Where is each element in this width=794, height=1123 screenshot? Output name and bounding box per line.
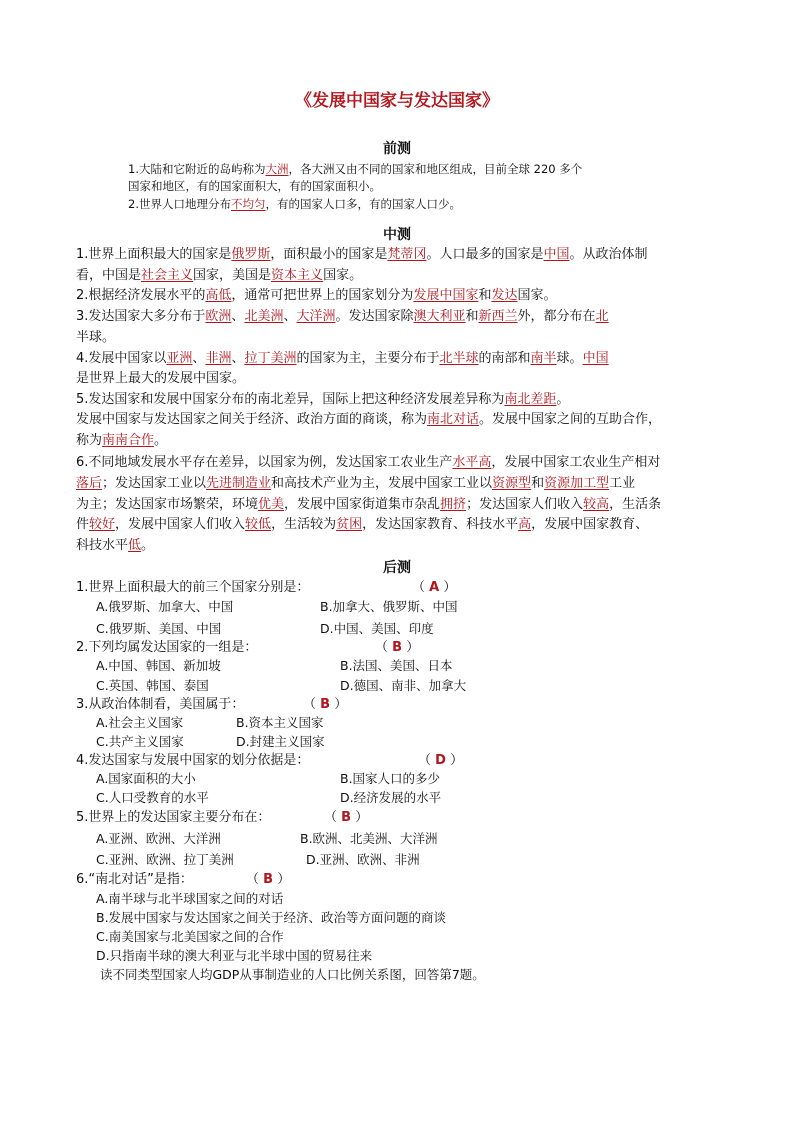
text-segment: 3.发达国家大多分布于 (76, 309, 206, 324)
text-segment: 1.大陆和它附近的岛屿称为 (128, 162, 266, 176)
answer-blank: 大洲 (265, 162, 289, 176)
mid-test-heading: 中测 (383, 227, 411, 243)
option-c: C.共产主义国家 (96, 734, 184, 749)
answer-blank: 南北对话 (427, 412, 480, 427)
pre-test-heading: 前测 (383, 141, 411, 157)
answer-blank: 高低 (205, 288, 232, 303)
text-segment: 称为 (76, 433, 103, 448)
text-segment: 和 (531, 476, 545, 491)
text-segment: ，生活条 (609, 497, 662, 512)
text-line (76, 287, 557, 305)
answer-blank: 北美洲 (244, 309, 284, 324)
text-line (76, 475, 635, 493)
option-c: C.英国、韩国、泰国 (96, 678, 209, 693)
post-test-heading: 后测 (383, 560, 411, 576)
text-segment: 国家，美国是 (193, 268, 272, 283)
answer-choice: （ B ） (375, 640, 420, 655)
answer-choice: （ D ） (418, 753, 464, 768)
option-a: A.南半球与北半球国家之间的对话 (96, 891, 284, 906)
option-c: C.南美国家与北美国家之间的合作 (96, 929, 284, 944)
text-segment: 、 (192, 351, 206, 366)
text-segment: ，发展中国家教育、 (531, 517, 649, 532)
text-segment: 的南部和 (478, 351, 531, 366)
text-line (76, 391, 569, 409)
document-title: 《发展中国家与发达国家》 (295, 91, 499, 111)
text-segment: ，各大洲又由不同的国家和地区组成，目前全球 220 多个 (288, 162, 583, 176)
text-segment: ；发达国家工业以 (102, 476, 207, 491)
question-stem: 5.世界上的发达国家主要分布在： (76, 810, 271, 825)
text-segment: 是世界上最大的发展中国家。 (76, 371, 246, 386)
text-line (76, 537, 154, 555)
answer-blank: 梵蒂冈 (387, 247, 427, 262)
option-b: B.法国、美国、日本 (340, 658, 453, 673)
option-b: B.欧洲、北美洲、大洋洲 (300, 831, 438, 846)
answer-choice: （ A ） (412, 580, 457, 595)
question-stem: 6.“南北对话”是指： (76, 872, 193, 887)
footer-instruction: 读不同类型国家人均GDP从事制造业的人口比例关系图，回答第7题。 (100, 967, 485, 982)
option-b: B.资本主义国家 (236, 715, 324, 730)
text-line (76, 496, 661, 514)
text-segment: 为主；发达国家市场繁荣，环境 (76, 497, 259, 512)
text-segment: 。发达国家除 (335, 309, 414, 324)
text-line (128, 177, 381, 195)
answer-blank: 非洲 (205, 351, 232, 366)
option-d: D.中国、美国、印度 (320, 621, 434, 636)
answer-blank: 发展中国家 (413, 288, 479, 303)
answer-blank: 不均匀 (230, 197, 266, 211)
text-segment: ；发达国家人们收入 (466, 497, 584, 512)
text-segment: 。 (556, 392, 570, 407)
answer-blank: 南半 (530, 351, 557, 366)
text-segment: 国家。 (323, 268, 363, 283)
text-segment: ，发展中国家街道集市杂乱 (284, 497, 441, 512)
answer-letter: A (429, 580, 440, 595)
text-segment: ，有的国家人口多，有的国家人口少。 (265, 197, 461, 211)
answer-blank: 大洋洲 (296, 309, 336, 324)
answer-blank: 亚洲 (166, 351, 193, 366)
answer-blank: 拥挤 (440, 497, 467, 512)
text-segment: 。 (154, 433, 168, 448)
text-segment: ，通常可把世界上的国家划分为 (231, 288, 414, 303)
text-segment: 。发展中国家之间的互助合作， (479, 412, 662, 427)
text-segment: 外，都分布在 (517, 309, 596, 324)
answer-choice: （ B ） (303, 697, 348, 712)
answer-letter: B (320, 697, 331, 712)
question-stem: 3.从政治体制看，美国属于： (76, 697, 245, 712)
option-b: B.加拿大、俄罗斯、中国 (320, 599, 458, 614)
answer-blank: 资源型 (492, 476, 532, 491)
text-line (76, 432, 167, 450)
answer-blank: 中国 (543, 247, 570, 262)
text-segment: ，生活较为 (271, 517, 337, 532)
answer-choice: （ B ） (324, 810, 369, 825)
answer-blank: 发达 (491, 288, 518, 303)
answer-blank: 优美 (258, 497, 285, 512)
text-segment: ，发展中国家人们收入 (115, 517, 246, 532)
text-segment: ，发达国家教育、科技水平 (362, 517, 519, 532)
text-line (76, 350, 609, 368)
text-segment: 、 (231, 309, 245, 324)
answer-blank: 社会主义 (141, 268, 194, 283)
text-line (76, 516, 648, 534)
option-d: D.只指南半球的澳大利亚与北半球中国的贸易往来 (96, 948, 373, 963)
question-stem: 4.发达国家与发展中国家的划分依据是： (76, 753, 310, 768)
text-segment: 件 (76, 517, 90, 532)
answer-blank: 水平高 (452, 455, 492, 470)
text-segment: 6.不同地域发展水平存在差异，以国家为例，发达国家工农业生产 (76, 455, 453, 470)
option-c: C.亚洲、欧洲、拉丁美洲 (96, 852, 234, 867)
answer-blank: 落后 (76, 476, 103, 491)
answer-choice: （ B ） (246, 872, 291, 887)
text-segment: 。从政治体制 (569, 247, 648, 262)
answer-blank: 低 (128, 538, 142, 553)
answer-blank: 中国 (582, 351, 609, 366)
option-b: B.发展中国家与发达国家之间关于经济、政治等方面问题的商谈 (96, 910, 447, 925)
option-a: A.俄罗斯、加拿大、中国 (96, 599, 234, 614)
text-segment: 国家。 (517, 288, 557, 303)
text-segment: 和 (478, 288, 492, 303)
text-segment: 国家和地区，有的国家面积大，有的国家面积小。 (128, 179, 381, 193)
text-line (76, 329, 115, 347)
text-line (76, 267, 362, 285)
option-b: B.国家人口的多少 (340, 771, 441, 786)
text-segment: 科技水平 (76, 538, 129, 553)
text-segment: 。 (141, 538, 155, 553)
answer-blank: 澳大利亚 (413, 309, 466, 324)
text-segment: ，面积最小的国家是 (270, 247, 388, 262)
answer-letter: B (263, 872, 274, 887)
text-segment: 和高技术产业为主，发展中国家工业以 (271, 476, 493, 491)
text-segment: 看，中国是 (76, 268, 142, 283)
text-segment: 。人口最多的国家是 (426, 247, 544, 262)
text-segment: 1.世界上面积最大的国家是 (76, 247, 232, 262)
answer-blank: 资本主义 (271, 268, 324, 283)
text-segment: 发展中国家与发达国家之间关于经济、政治方面的商谈，称为 (76, 412, 428, 427)
answer-letter: D (435, 753, 446, 768)
answer-blank: 先进制造业 (206, 476, 272, 491)
text-line (76, 454, 660, 472)
text-segment: 、 (283, 309, 297, 324)
option-d: D.封建主义国家 (236, 734, 325, 749)
text-line (128, 195, 461, 213)
text-segment: ，发展中国家工农业生产相对 (491, 455, 661, 470)
option-d: D.经济发展的水平 (340, 790, 442, 805)
option-a: A.亚洲、欧洲、大洋洲 (96, 831, 221, 846)
option-a: A.国家面积的大小 (96, 771, 196, 786)
answer-blank: 北 (595, 309, 609, 324)
answer-blank: 较高 (583, 497, 610, 512)
text-line (76, 370, 245, 388)
option-d: D.亚洲、欧洲、非洲 (306, 852, 420, 867)
text-line (128, 160, 582, 178)
text-line (76, 246, 648, 264)
answer-blank: 高 (518, 517, 532, 532)
answer-blank: 较好 (89, 517, 116, 532)
question-stem: 1.世界上面积最大的前三个国家分别是： (76, 580, 310, 595)
text-segment: 球。 (556, 351, 583, 366)
answer-blank: 俄罗斯 (231, 247, 271, 262)
answer-blank: 南南合作 (102, 433, 155, 448)
answer-blank: 贫困 (336, 517, 363, 532)
text-segment: 2.世界人口地理分布 (128, 197, 231, 211)
answer-blank: 欧洲 (205, 309, 232, 324)
option-c: C.俄罗斯、美国、中国 (96, 621, 222, 636)
text-segment: 半球。 (76, 330, 116, 345)
answer-blank: 南北差距 (504, 392, 557, 407)
answer-blank: 资源加工型 (544, 476, 610, 491)
answer-letter: B (341, 810, 352, 825)
answer-blank: 拉丁美洲 (244, 351, 297, 366)
option-a: A.社会主义国家 (96, 715, 184, 730)
answer-blank: 较低 (245, 517, 272, 532)
option-c: C.人口受教育的水平 (96, 790, 209, 805)
text-segment: 工业 (609, 476, 636, 491)
option-a: A.中国、韩国、新加坡 (96, 658, 221, 673)
answer-blank: 新西兰 (478, 309, 518, 324)
text-segment: 5.发达国家和发展中国家分布的南北差异，国际上把这种经济发展差异称为 (76, 392, 505, 407)
text-segment: 2.根据经济发展水平的 (76, 288, 206, 303)
answer-letter: B (392, 640, 403, 655)
text-segment: 4.发展中国家以 (76, 351, 167, 366)
text-line (76, 411, 661, 429)
text-line (76, 308, 609, 326)
question-stem: 2.下列均属发达国家的一组是： (76, 640, 258, 655)
text-segment: 和 (465, 309, 479, 324)
text-segment: 的国家为主，主要分布于 (296, 351, 440, 366)
option-d: D.德国、南非、加拿大 (340, 678, 467, 693)
text-segment: 、 (231, 351, 245, 366)
answer-blank: 北半球 (439, 351, 479, 366)
